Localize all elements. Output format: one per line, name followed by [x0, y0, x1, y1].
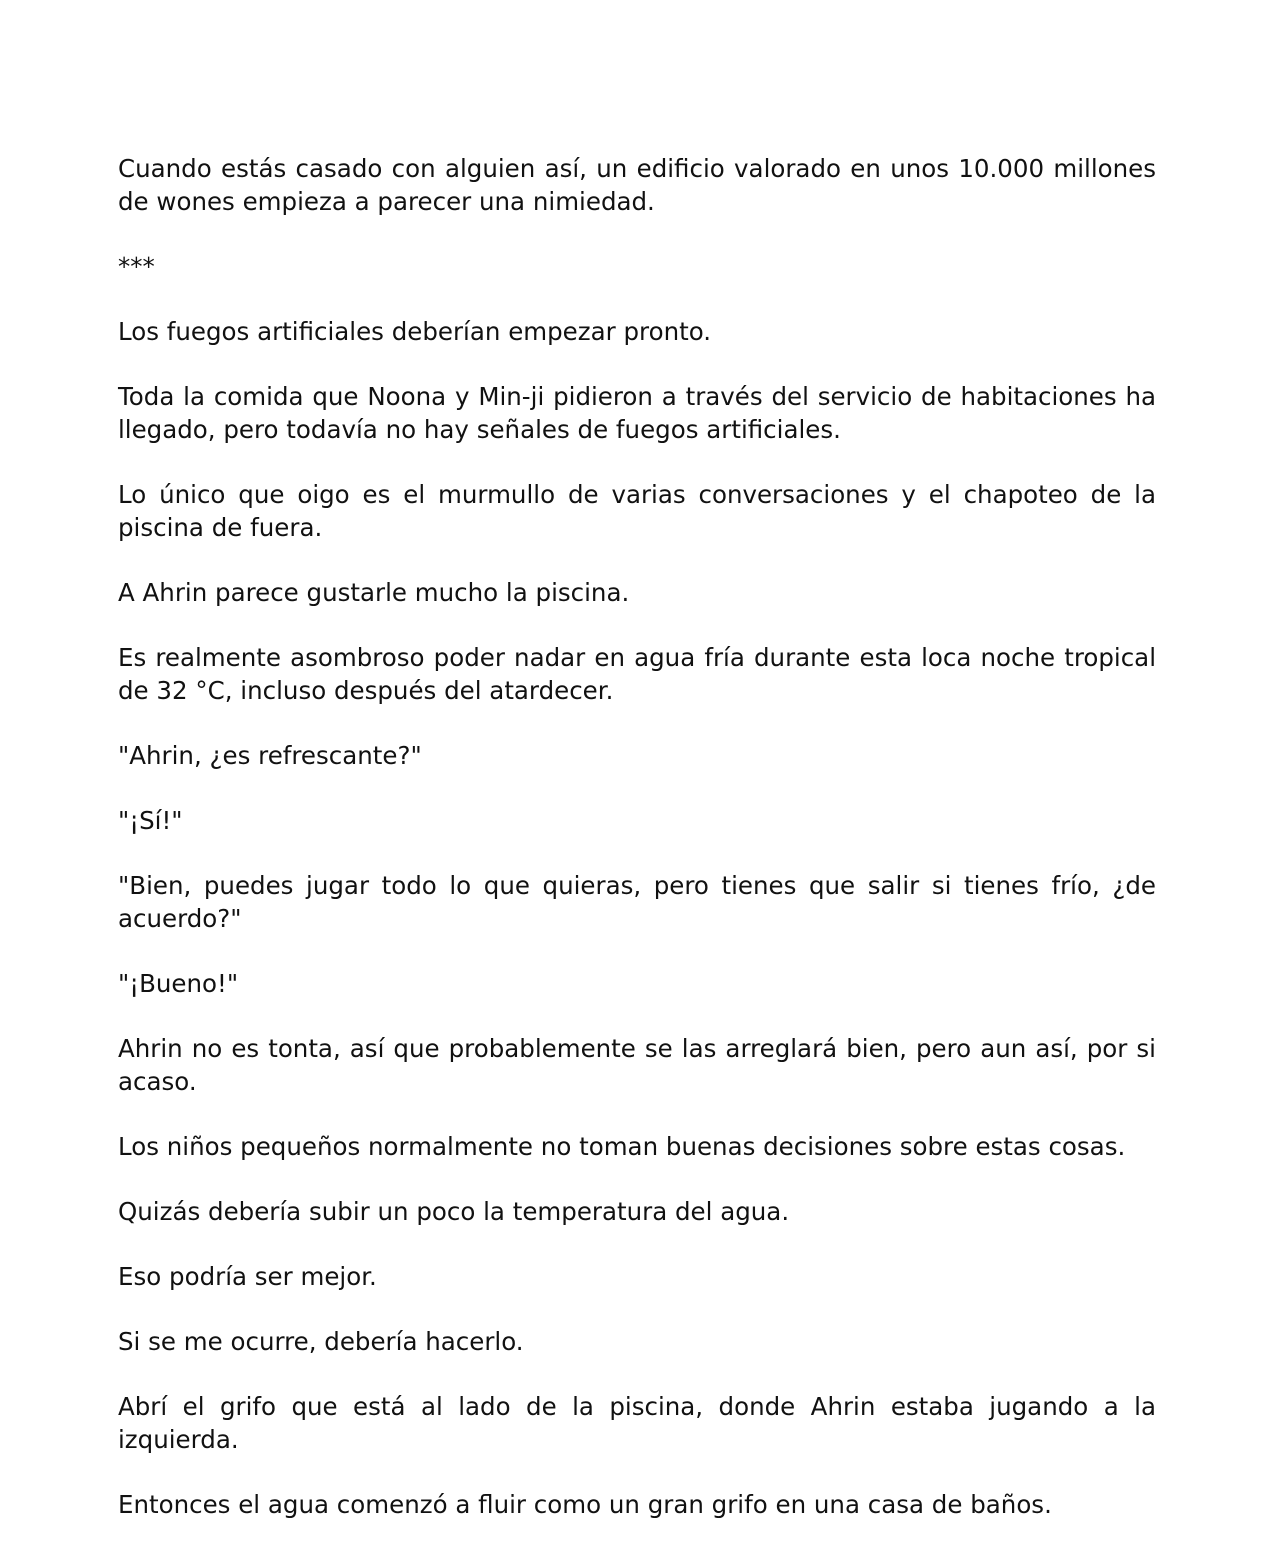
dialogue-line: "¡Sí!": [118, 806, 183, 835]
paragraph: Entonces el agua comenzó a fluir como un gran grifo en una casa de baños.: [118, 1490, 1052, 1519]
document-page: [118, 152, 1156, 1553]
paragraph: Si se me ocurre, debería hacerlo.: [118, 1327, 524, 1356]
paragraph: A Ahrin parece gustarle mucho la piscina.: [118, 578, 630, 607]
paragraph: Ahrin no es tonta, así que probablemente se las arreglará bien, pero aun así, por si acaso.: [118, 1034, 1156, 1096]
paragraph: Quizás debería subir un poco la temperatura del agua.: [118, 1197, 790, 1226]
dialogue-line: "¡Bueno!": [118, 969, 239, 998]
paragraph: Eso podría ser mejor.: [118, 1262, 377, 1291]
paragraph: Toda la comida que Noona y Min-ji pidieron a través del servicio de habitaciones ha llegado, pero todavía no hay señales de fuegos artificiales.: [118, 382, 1156, 444]
paragraph: Abrí el grifo que está al lado de la piscina, donde Ahrin estaba jugando a la izquierda.: [118, 1392, 1156, 1454]
paragraph: Lo único que oigo es el murmullo de varias conversaciones y el chapoteo de la piscina de fuera.: [118, 480, 1156, 542]
paragraph: Los fuegos artificiales deberían empezar pronto.: [118, 317, 712, 346]
paragraph: Cuando estás casado con alguien así, un edificio valorado en unos 10.000 millones de wones empieza a parecer una nimiedad.: [118, 154, 1156, 216]
dialogue-line: "Ahrin, ¿es refrescante?": [118, 741, 422, 770]
paragraph: Los niños pequeños normalmente no toman buenas decisiones sobre estas cosas.: [118, 1132, 1126, 1161]
dialogue-line: "Bien, puedes jugar todo lo que quieras, pero tienes que salir si tienes frío, ¿de acuerdo?": [118, 871, 1156, 933]
paragraph: Es realmente asombroso poder nadar en agua fría durante esta loca noche tropical de 32 °C, incluso después del atardecer.: [118, 643, 1156, 705]
scene-break: ***: [118, 252, 155, 281]
